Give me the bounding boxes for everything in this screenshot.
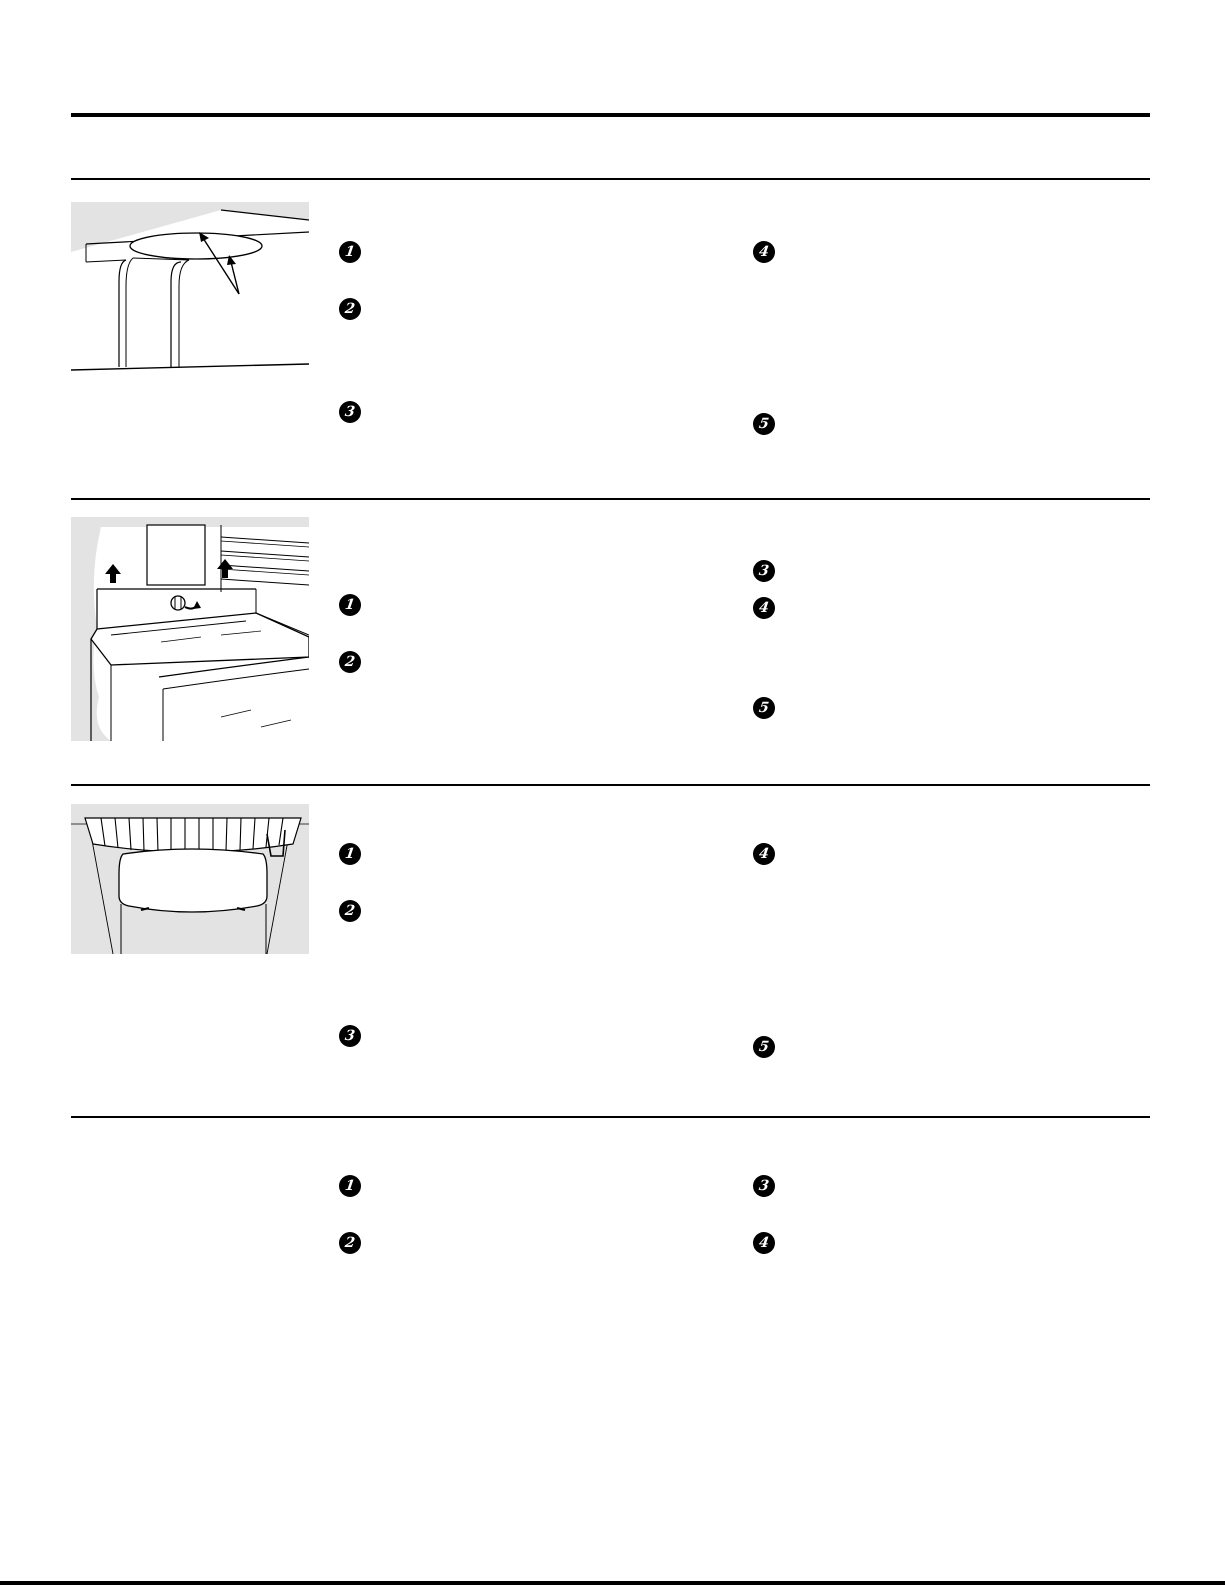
section-divider: [71, 1116, 1150, 1118]
step-number-badge: 1: [339, 241, 361, 263]
section-divider: [71, 178, 1150, 180]
step-number-badge: 3: [339, 401, 361, 423]
step-number-badge: 2: [339, 298, 361, 320]
step-number-badge: 3: [753, 1175, 775, 1197]
step-number-badge: 1: [339, 843, 361, 865]
step-number-badge: 4: [753, 843, 775, 865]
step-number-badge: 1: [339, 594, 361, 616]
step-number-badge: 5: [753, 413, 775, 435]
section-divider: [71, 498, 1150, 500]
header-rule: [71, 113, 1150, 117]
step-number-badge: 4: [753, 241, 775, 263]
step-number-badge: 3: [753, 560, 775, 582]
step-number-badge: 1: [339, 1175, 361, 1197]
step-number-badge: 3: [339, 1025, 361, 1047]
step-number-badge: 2: [339, 651, 361, 673]
refrigerator-light-cover-illustration: [71, 202, 309, 378]
range-backsplash-knob-illustration: [71, 517, 309, 741]
step-number-badge: 4: [753, 597, 775, 619]
step-number-badge: 5: [753, 697, 775, 719]
footer-rule: [0, 1581, 1225, 1585]
step-number-badge: 2: [339, 900, 361, 922]
step-number-badge: 4: [753, 1232, 775, 1254]
under-shelf-light-cover-illustration: [71, 804, 309, 954]
step-number-badge: 5: [753, 1036, 775, 1058]
section-divider: [71, 784, 1150, 786]
step-number-badge: 2: [339, 1232, 361, 1254]
